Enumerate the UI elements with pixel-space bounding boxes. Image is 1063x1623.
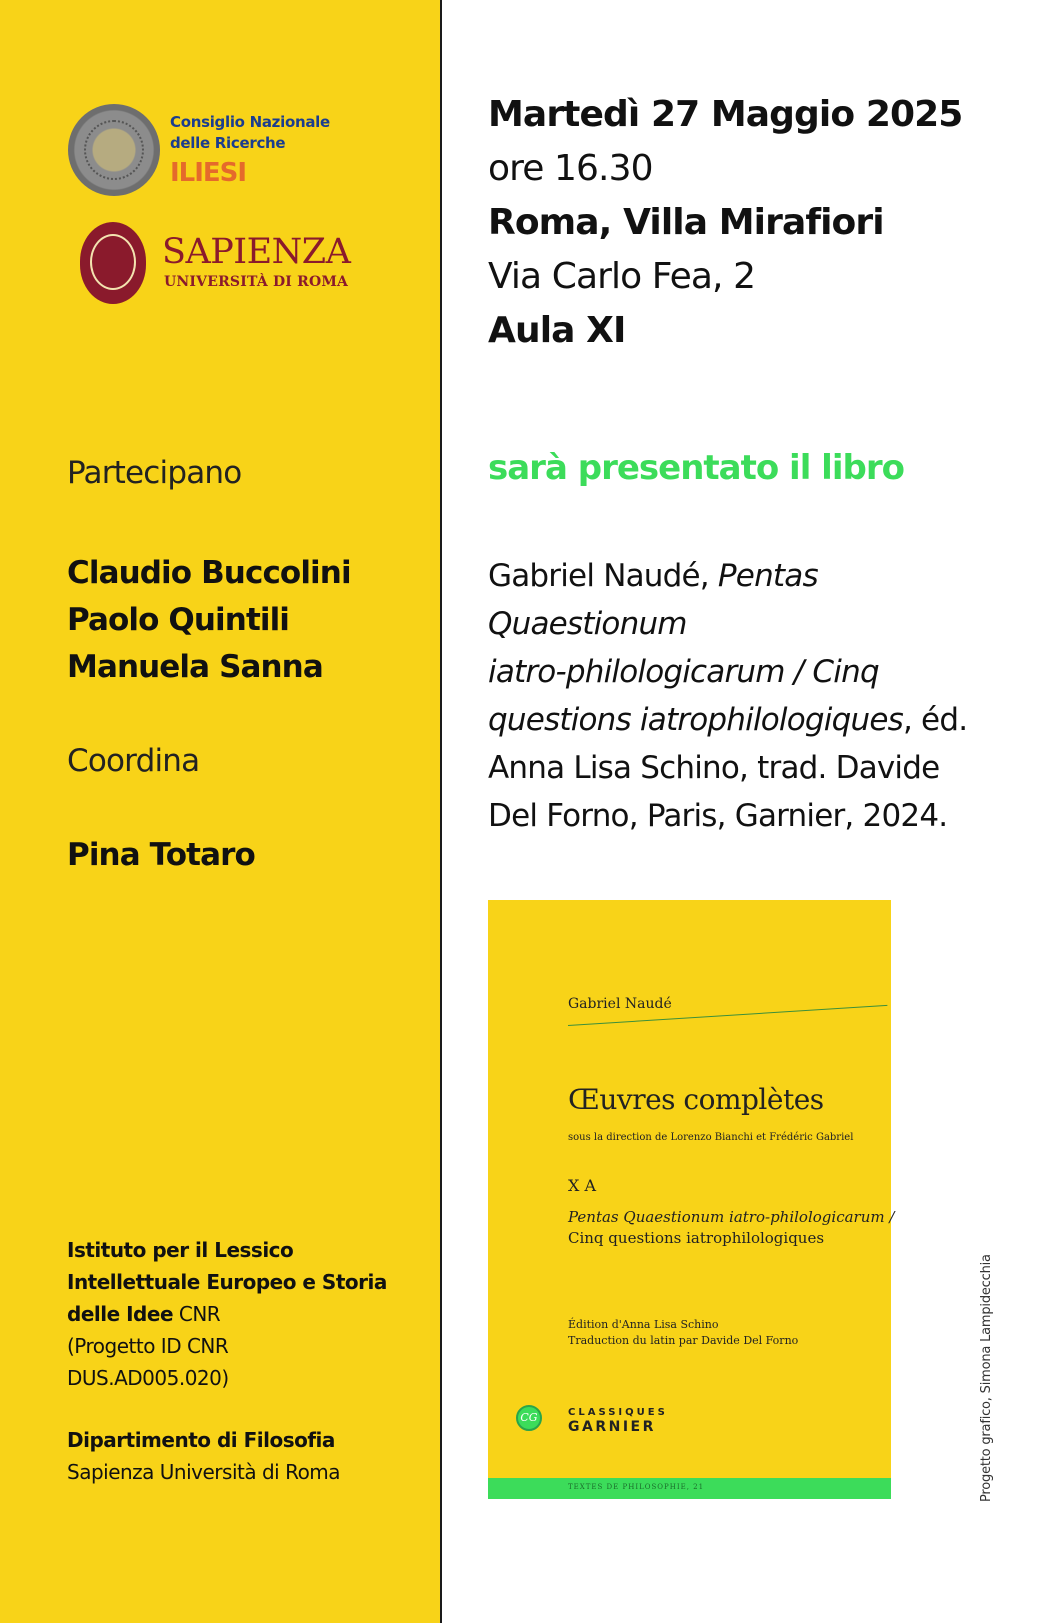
sapienza-seal-ring [90, 234, 136, 290]
cover-latin-title: Pentas Quaestionum iatro-philologicarum / [568, 1208, 895, 1226]
project-line2: DUS.AD005.020) [67, 1366, 229, 1390]
iliesi-name-line2: Intellettuale Europeo e Storia [67, 1270, 387, 1294]
cnr-seal-ring [84, 120, 144, 180]
department-institution [67, 1424, 340, 1488]
participant-name: Paolo Quintili [67, 602, 290, 638]
event-room: Aula XI [488, 310, 626, 351]
cnr-seal-logo [68, 104, 160, 196]
left-panel [0, 0, 440, 1623]
publisher-name-line1: CLASSIQUES [568, 1407, 668, 1418]
cover-title: Œuvres complètes [568, 1083, 824, 1116]
book-line6: Del Forno, Paris, Garnier, 2024. [488, 798, 948, 834]
cover-series: TEXTES DE PHILOSOPHIE, 21 [568, 1483, 705, 1491]
project-line1: (Progetto ID CNR [67, 1334, 229, 1358]
sapienza-name: SAPIENZA [162, 232, 351, 272]
department-name: Dipartimento di Filosofia [67, 1428, 335, 1452]
book-title-line3: iatro-philologicarum / Cinq [488, 654, 879, 690]
coordinator-name: Pina Totaro [67, 837, 255, 873]
sapienza-subtitle: UNIVERSITÀ DI ROMA [164, 274, 349, 290]
iliesi-name-line1: Istituto per il Lessico [67, 1238, 294, 1262]
iliesi-logo-text: ILIESI [170, 158, 247, 188]
coordinator-label: Coordina [67, 743, 200, 779]
cnr-name-line2: delle Ricerche [170, 134, 286, 152]
participants-label: Partecipano [67, 455, 242, 491]
cover-edition-line2: Traduction du latin par Davide Del Forno [568, 1334, 799, 1347]
event-address: Via Carlo Fea, 2 [488, 256, 756, 297]
book-author: Gabriel Naudé, [488, 558, 709, 594]
university-name: Sapienza Università di Roma [67, 1460, 341, 1484]
book-ed-suffix: , éd. [902, 702, 968, 738]
cover-volume: X A [568, 1176, 597, 1195]
event-date: Martedì 27 Maggio 2025 [488, 94, 963, 135]
panel-divider [440, 0, 442, 1623]
book-description [488, 552, 967, 840]
cover-french-title: Cinq questions iatrophilologiques [568, 1229, 825, 1247]
cnr-name-line1: Consiglio Nazionale [170, 113, 330, 131]
iliesi-institution [67, 1234, 387, 1394]
iliesi-name-line3: delle Idee [67, 1302, 174, 1326]
book-heading: sarà presentato il libro [488, 448, 904, 488]
event-venue: Roma, Villa Mirafiori [488, 202, 884, 243]
book-title-part1: Pentas [717, 558, 818, 594]
cover-author: Gabriel Naudé [568, 996, 672, 1012]
book-title-line4: questions iatrophilologiques [488, 702, 903, 738]
participant-name: Manuela Sanna [67, 649, 323, 685]
book-title-line2: Quaestionum [488, 606, 687, 642]
design-credit: Progetto grafico, Simona Lampidecchia [979, 1254, 994, 1502]
iliesi-cnr-suffix: CNR [173, 1302, 221, 1326]
participant-name: Claudio Buccolini [67, 555, 351, 591]
sapienza-seal-logo [80, 222, 146, 304]
event-time: ore 16.30 [488, 148, 653, 189]
book-line5: Anna Lisa Schino, trad. Davide [488, 750, 940, 786]
cover-subtitle: sous la direction de Lorenzo Bianchi et Frédéric Gabriel [568, 1132, 854, 1143]
publisher-name-line2: GARNIER [568, 1419, 656, 1435]
publisher-logo-icon: CG [516, 1405, 542, 1431]
book-cover-image [488, 900, 895, 1499]
cover-edition-line1: Édition d'Anna Lisa Schino [568, 1318, 719, 1331]
